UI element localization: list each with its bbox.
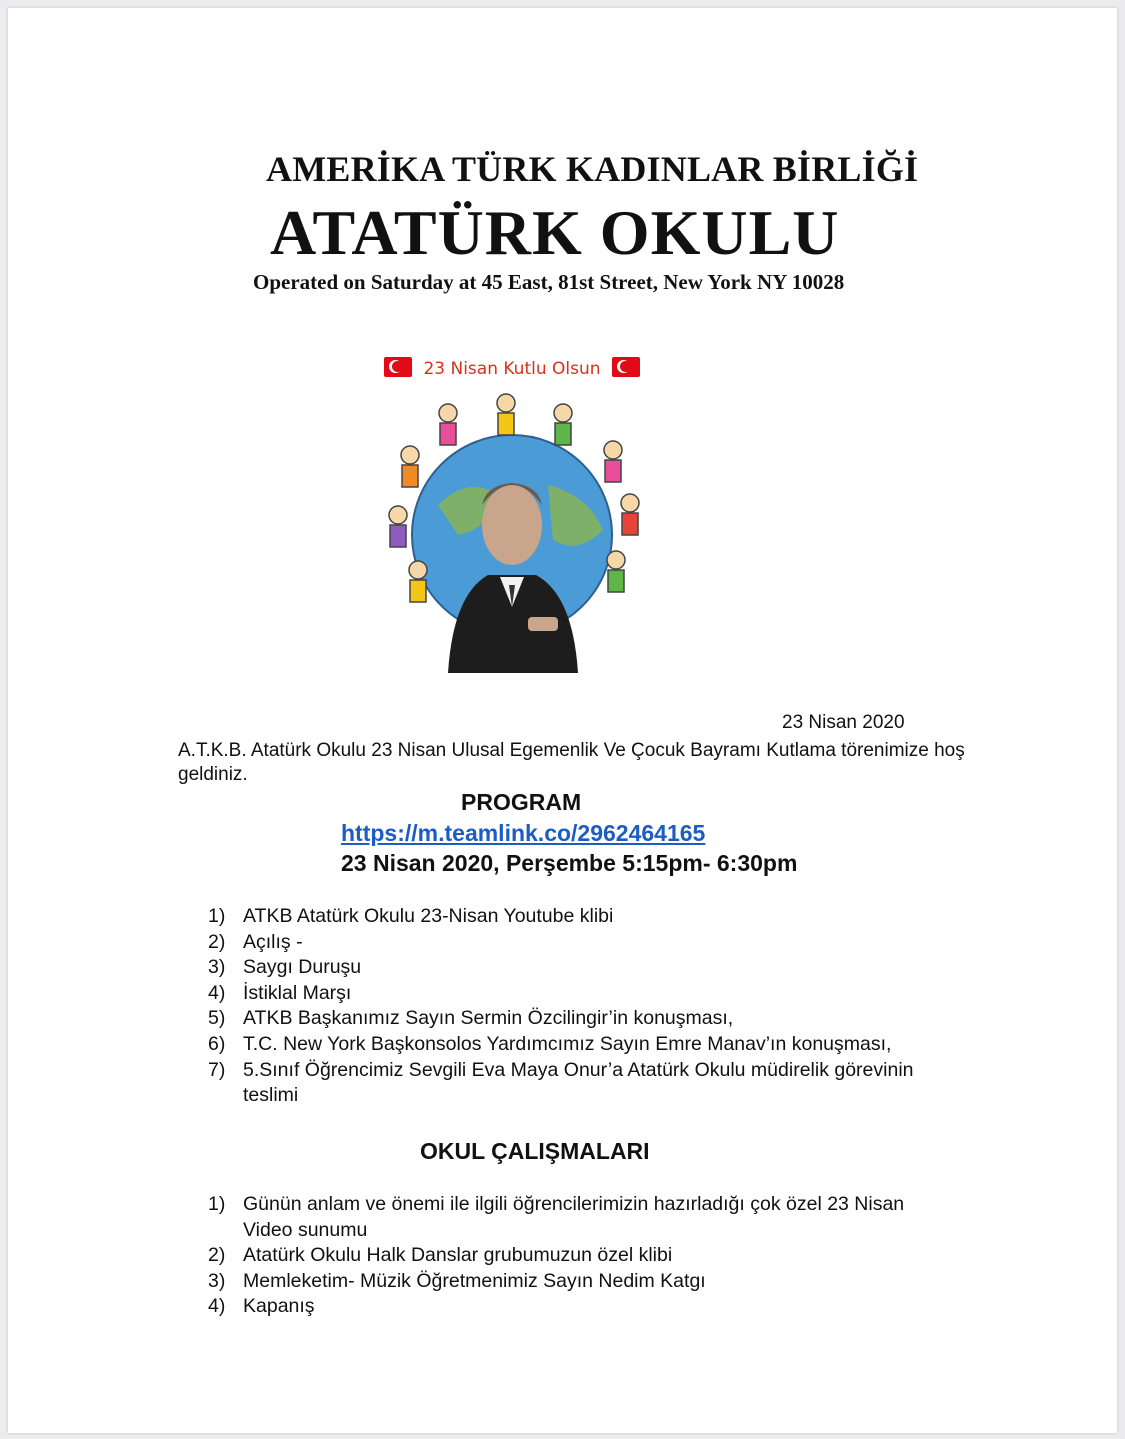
list-item: 3) Saygı Duruşu bbox=[208, 956, 362, 979]
list-item: 4) Kapanış bbox=[208, 1295, 315, 1318]
list-item: 4) İstiklal Marşı bbox=[208, 981, 352, 1004]
list-item: 1) ATKB Atatürk Okulu 23-Nisan Youtube klibi bbox=[208, 905, 614, 927]
program-heading: PROGRAM bbox=[461, 789, 582, 815]
list-item: 3) Memleketim- Müzik Öğretmenimiz Sayın Nedim Katgı bbox=[208, 1269, 706, 1292]
program-list bbox=[178, 904, 938, 1109]
list-item: 6) T.C. New York Başkonsolos Yardımcımız Sayın Emre Manav’ın konuşması, bbox=[208, 1032, 892, 1055]
document-page bbox=[8, 8, 1117, 1433]
meeting-link[interactable]: https://m.teamlink.co/2962464165 bbox=[341, 820, 706, 846]
program-datetime: 23 Nisan 2020, Perşembe 5:15pm- 6:30pm bbox=[341, 850, 798, 876]
school-address: Operated on Saturday at 45 East, 81st Street, New York NY 10028 bbox=[253, 270, 845, 294]
organization-name: AMERİKA TÜRK KADINLAR BİRLİĞİ bbox=[266, 149, 919, 189]
list-item: 2) Açılış - bbox=[208, 930, 303, 953]
list-item: 5) ATKB Başkanımız Sayın Sermin Özcilingir’in konuşması, bbox=[208, 1007, 734, 1030]
school-title: ATATÜRK OKULU bbox=[270, 197, 840, 268]
celebration-poster bbox=[378, 345, 646, 673]
welcome-text: A.T.K.B. Atatürk Okulu 23 Nisan Ulusal Egemenlik Ve Çocuk Bayramı Kutlama törenimize hoş geldiniz. bbox=[178, 740, 965, 785]
school-work-list bbox=[178, 1192, 958, 1320]
poster-banner: 23 Nisan Kutlu Olsun bbox=[423, 359, 601, 379]
turkish-flag-icon bbox=[612, 357, 640, 377]
list-item: 7) 5.Sınıf Öğrencimiz Sevgili Eva Maya Onur’a Atatürk Okulu müdirelik görevinin teslimi bbox=[208, 1058, 914, 1107]
event-date: 23 Nisan 2020 bbox=[782, 712, 905, 733]
school-work-heading: OKUL ÇALIŞMALARI bbox=[420, 1138, 650, 1164]
children-globe-illustration bbox=[378, 345, 646, 673]
list-item: 1) Günün anlam ve önemi ile ilgili öğrencilerimizin hazırladığı çok özel 23 Nisan Video sunumu bbox=[208, 1193, 905, 1241]
list-item: 2) Atatürk Okulu Halk Danslar grubumuzun özel klibi bbox=[208, 1244, 673, 1267]
